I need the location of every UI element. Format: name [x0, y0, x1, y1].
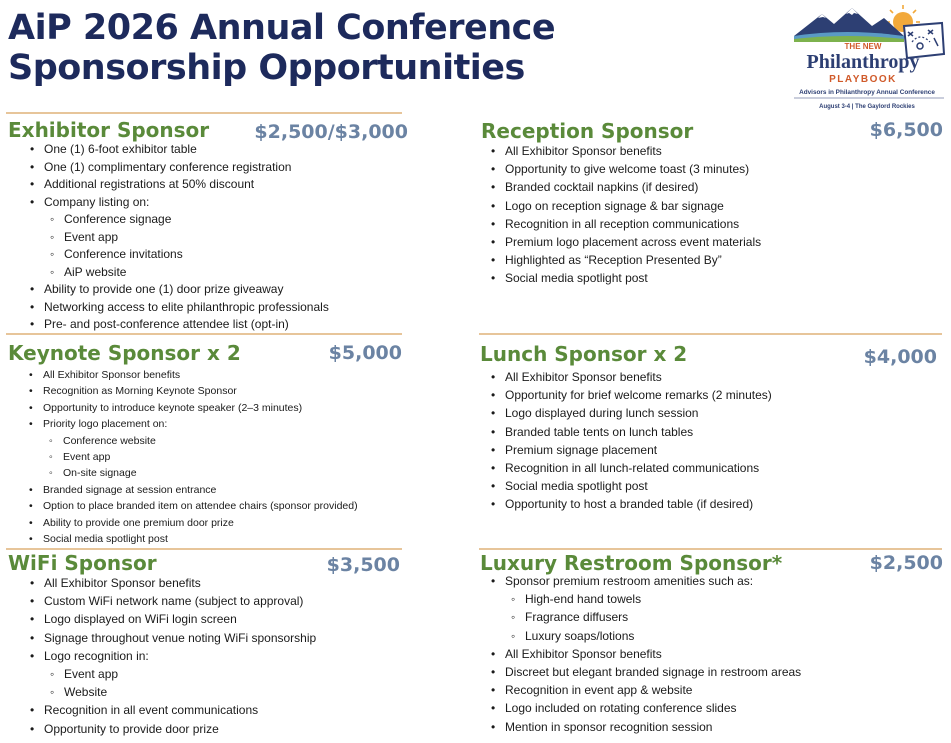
- benefit-list: [44, 141, 329, 334]
- benefit-list: [44, 574, 316, 738]
- list-item: • Logo recognition in:: [44, 647, 316, 665]
- sub-list-item: ◦ Fragrance diffusers: [505, 608, 801, 626]
- benefit-list: [505, 572, 801, 736]
- reception-sponsor-section: [479, 112, 945, 334]
- logo-line-4: Advisors in Philanthropy Annual Conference: [799, 89, 935, 96]
- section-title: Lunch Sponsor x 2: [480, 342, 688, 366]
- list-item: • Recognition as Morning Keynote Sponsor: [43, 383, 358, 399]
- list-item: • All Exhibitor Sponsor benefits: [505, 142, 761, 160]
- list-item: • Branded cocktail napkins (if desired): [505, 178, 761, 196]
- list-item: • Opportunity to provide door prize: [44, 720, 316, 738]
- list-item: • Ability to provide one (1) door prize giveaway: [44, 281, 329, 299]
- section-price: $2,500/$3,000: [254, 121, 408, 143]
- section-price: $6,500: [869, 119, 943, 141]
- list-item: • Opportunity to host a branded table (if desired): [505, 495, 772, 513]
- section-price: $3,500: [326, 554, 400, 576]
- list-item: • Logo displayed on WiFi login screen: [44, 610, 316, 628]
- list-item: • Opportunity for brief welcome remarks (2 minutes): [505, 386, 772, 404]
- luxury-restroom-sponsor-section: [479, 548, 945, 743]
- list-item: • Discreet but elegant branded signage in restroom areas: [505, 663, 801, 681]
- list-item: • Opportunity to give welcome toast (3 minutes): [505, 160, 761, 178]
- section-title: WiFi Sponsor: [8, 551, 157, 575]
- list-item: • Networking access to elite philanthropic professionals: [44, 299, 329, 317]
- list-item: • Recognition in all reception communications: [505, 215, 761, 233]
- page-title: [8, 8, 555, 88]
- benefit-list: [505, 368, 772, 514]
- benefit-list: [505, 142, 761, 288]
- keynote-sponsor-section: [6, 333, 406, 548]
- list-item: • All Exhibitor Sponsor benefits: [43, 367, 358, 383]
- section-price: $4,000: [863, 346, 937, 368]
- list-item: • Logo included on rotating conference slides: [505, 699, 801, 717]
- list-item: • Pre- and post-conference attendee list (opt-in): [44, 316, 329, 334]
- list-item: • Social media spotlight post: [43, 531, 358, 547]
- section-title: Keynote Sponsor x 2: [8, 341, 241, 365]
- section-divider: [6, 548, 402, 550]
- section-divider: [6, 112, 402, 114]
- list-item: • Additional registrations at 50% discount: [44, 176, 329, 194]
- list-item: • Opportunity to introduce keynote speaker (2–3 minutes): [43, 400, 358, 416]
- lunch-sponsor-section: [479, 333, 945, 548]
- title-line-2: Sponsorship Opportunities: [8, 48, 525, 88]
- list-item: • Branded table tents on lunch tables: [505, 423, 772, 441]
- list-item: • Logo displayed during lunch session: [505, 404, 772, 422]
- sub-list-item: ◦ Event app: [44, 665, 316, 683]
- list-item: • Premium logo placement across event materials: [505, 233, 761, 251]
- logo-line-5: August 3-4 | The Gaylord Rockies: [819, 104, 915, 110]
- list-item: • Logo on reception signage & bar signage: [505, 197, 761, 215]
- logo-line-2: Philanthropy: [806, 51, 920, 73]
- list-item: • Priority logo placement on:: [43, 416, 358, 432]
- list-item: • Signage throughout venue noting WiFi sponsorship: [44, 629, 316, 647]
- sub-list-item: ◦ AiP website: [44, 264, 329, 282]
- sub-list-item: ◦ Conference signage: [44, 211, 329, 229]
- list-item: • Social media spotlight post: [505, 477, 772, 495]
- list-item: • Company listing on:: [44, 194, 329, 212]
- conference-logo: [786, 2, 948, 114]
- list-item: • Branded signage at session entrance: [43, 482, 358, 498]
- section-price: $2,500: [869, 552, 943, 574]
- list-item: • Premium signage placement: [505, 441, 772, 459]
- list-item: • All Exhibitor Sponsor benefits: [505, 368, 772, 386]
- list-item: • Social media spotlight post: [505, 269, 761, 287]
- wifi-sponsor-section: [6, 548, 406, 743]
- list-item: • Highlighted as “Reception Presented By”: [505, 251, 761, 269]
- section-title: Exhibitor Sponsor: [8, 118, 210, 142]
- sub-list-item: ◦ Website: [44, 683, 316, 701]
- section-divider: [479, 548, 942, 550]
- section-title: Reception Sponsor: [481, 119, 694, 143]
- list-item: • Mention in sponsor recognition session: [505, 718, 801, 736]
- list-item: • One (1) complimentary conference registration: [44, 159, 329, 177]
- list-item: • Option to place branded item on attendee chairs (sponsor provided): [43, 498, 358, 514]
- sub-list-item: ◦ Event app: [44, 229, 329, 247]
- logo-line-1: THE NEW: [844, 42, 882, 51]
- list-item: • Sponsor premium restroom amenities such as:: [505, 572, 801, 590]
- list-item: • Custom WiFi network name (subject to approval): [44, 592, 316, 610]
- section-price: $5,000: [328, 342, 402, 364]
- section-divider: [479, 333, 942, 335]
- list-item: • Recognition in all lunch-related communications: [505, 459, 772, 477]
- section-title: Luxury Restroom Sponsor*: [480, 551, 783, 575]
- sub-list-item: ◦ High-end hand towels: [505, 590, 801, 608]
- benefit-list: [43, 367, 358, 547]
- list-item: • Ability to provide one premium door prize: [43, 515, 358, 531]
- sub-list-item: ◦ Luxury soaps/lotions: [505, 627, 801, 645]
- section-divider: [6, 333, 402, 335]
- sub-list-item: ◦ Conference website: [43, 433, 358, 449]
- sub-list-item: ◦ Conference invitations: [44, 246, 329, 264]
- title-line-1: AiP 2026 Annual Conference: [8, 8, 556, 48]
- list-item: • All Exhibitor Sponsor benefits: [505, 645, 801, 663]
- sub-list-item: ◦ On-site signage: [43, 465, 358, 481]
- sub-list-item: ◦ Event app: [43, 449, 358, 465]
- exhibitor-sponsor-section: [6, 112, 406, 334]
- list-item: • All Exhibitor Sponsor benefits: [44, 574, 316, 592]
- list-item: • One (1) 6-foot exhibitor table: [44, 141, 329, 159]
- list-item: • Recognition in event app & website: [505, 681, 801, 699]
- logo-line-3: PLAYBOOK: [829, 74, 897, 85]
- list-item: • Recognition in all event communications: [44, 701, 316, 719]
